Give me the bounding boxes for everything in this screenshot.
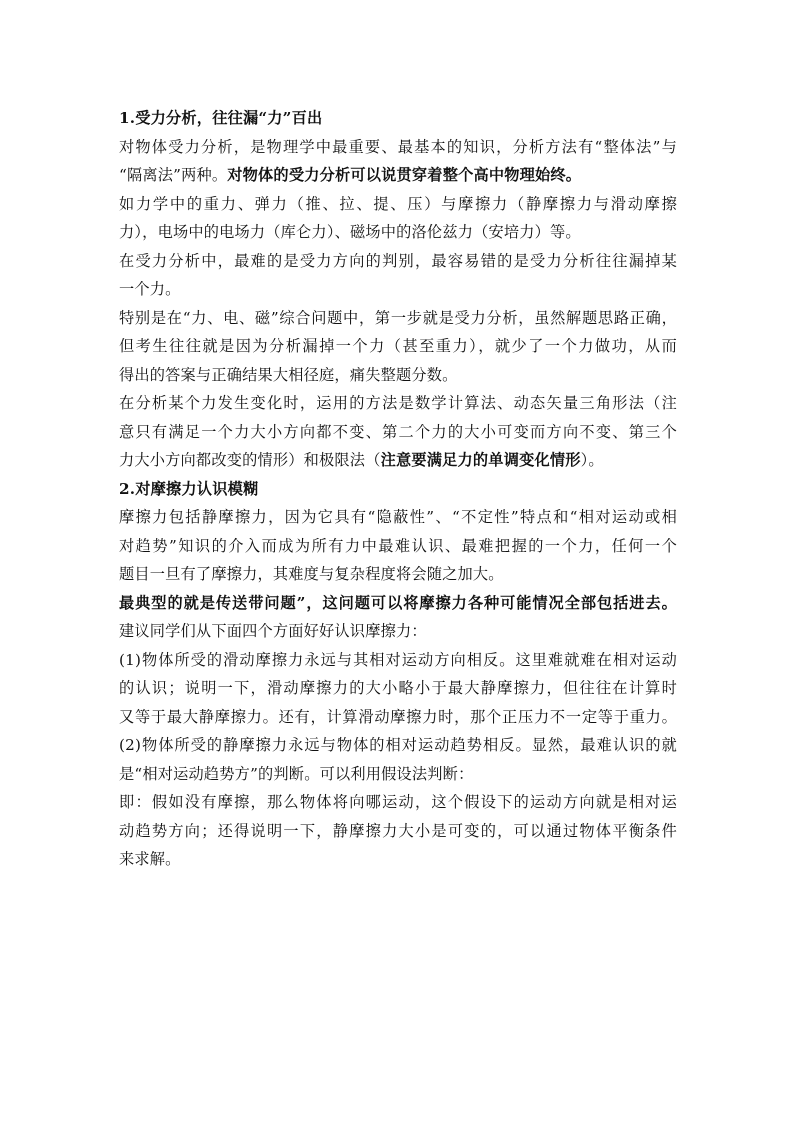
paragraph-line [119, 589, 677, 618]
bold-emphasis: 最典型的就是传送带问题”，这问题可以将摩擦力各种可能情况全部包括进去。 [119, 593, 677, 612]
paragraph-line: 对物体受力分析，是物理学中最重要、最基本的知识，分析方法有“整体法”与 [119, 137, 677, 156]
paragraph-line: 即：假如没有摩擦，那么物体将向哪运动，这个假设下的运动方向就是相对运 [119, 793, 677, 811]
paragraph-line: (1)物体所受的滑动摩擦力永远与其相对运动方向相反。这里难就难在相对运动 [119, 650, 677, 669]
section-heading-2: 2.对摩擦力认识模糊 [119, 479, 259, 498]
paragraph-line: 来求解。 [119, 850, 181, 868]
paragraph-line: 一个力。 [119, 280, 181, 298]
paragraph-line: 是“相对运动趋势方”的判断。可以利用假设法判断： [119, 764, 474, 783]
document-body [119, 104, 677, 874]
paragraph-line: 的认识；说明一下，滑动摩擦力的大小略小于最大静摩擦力，但往往在计算时 [119, 679, 677, 697]
paragraph-line: (2)物体所受的静摩擦力永远与物体的相对运动趋势相反。显然，最难认识的就 [119, 736, 677, 754]
paragraph-line: 建议同学们从下面四个方面好好认识摩擦力： [119, 622, 427, 640]
paragraph-line: 力），电场中的电场力（库仑力）、磁场中的洛伦兹力（安培力）等。 [119, 223, 581, 241]
paragraph-line: 力大小方向都改变的情形）和极限法（注意要满足力的单调变化情形）。 [119, 451, 604, 469]
bold-emphasis: 对物体的受力分析可以说贯穿着整个高中物理始终。 [227, 166, 582, 184]
paragraph-line: 对趋势”知识的介入而成为所有力中最难认识、最难把握的一个力，任何一个 [119, 536, 677, 555]
paragraph-line: 摩擦力包括静摩擦力，因为它具有“隐蔽性”、“不定性”特点和“相对运动或相 [119, 508, 677, 526]
paragraph-line: 但考生往往就是因为分析漏掉一个力（甚至重力），就少了一个力做功，从而 [119, 337, 677, 355]
paragraph-line: 特别是在“力、电、磁”综合问题中，第一步就是受力分析，虽然解题思路正确， [119, 308, 677, 327]
paragraph-line: 得出的答案与正确结果大相径庭，痛失整题分数。 [119, 365, 458, 384]
paragraph-line: 如力学中的重力、弹力（推、拉、提、压）与摩擦力（静摩擦力与滑动摩擦 [119, 194, 677, 213]
paragraph-line: 在受力分析中，最难的是受力方向的判别，最容易错的是受力分析往往漏掉某 [119, 251, 677, 270]
paragraph-line: 又等于最大静摩擦力。还有，计算滑动摩擦力时，那个正压力不一定等于重力。 [119, 707, 677, 726]
paragraph-line: 动趋势方向；还得说明一下，静摩擦力大小是可变的，可以通过物体平衡条件 [119, 821, 677, 840]
bold-emphasis: 注意要满足力的单调变化情形 [380, 451, 581, 469]
paragraph-line: 题目一旦有了摩擦力，其难度与复杂程度将会随之加大。 [119, 565, 504, 583]
paragraph-line: 意只有满足一个力大小方向都不变、第二个力的大小可变而方向不变、第三个 [119, 422, 677, 441]
section-heading-1: 1.受力分析，往往漏“力”百出 [119, 109, 323, 127]
paragraph-line: 在分析某个力发生变化时，运用的方法是数学计算法、动态矢量三角形法（注 [119, 394, 677, 412]
paragraph-line: “隔离法”两种。对物体的受力分析可以说贯穿着整个高中物理始终。 [119, 166, 582, 184]
